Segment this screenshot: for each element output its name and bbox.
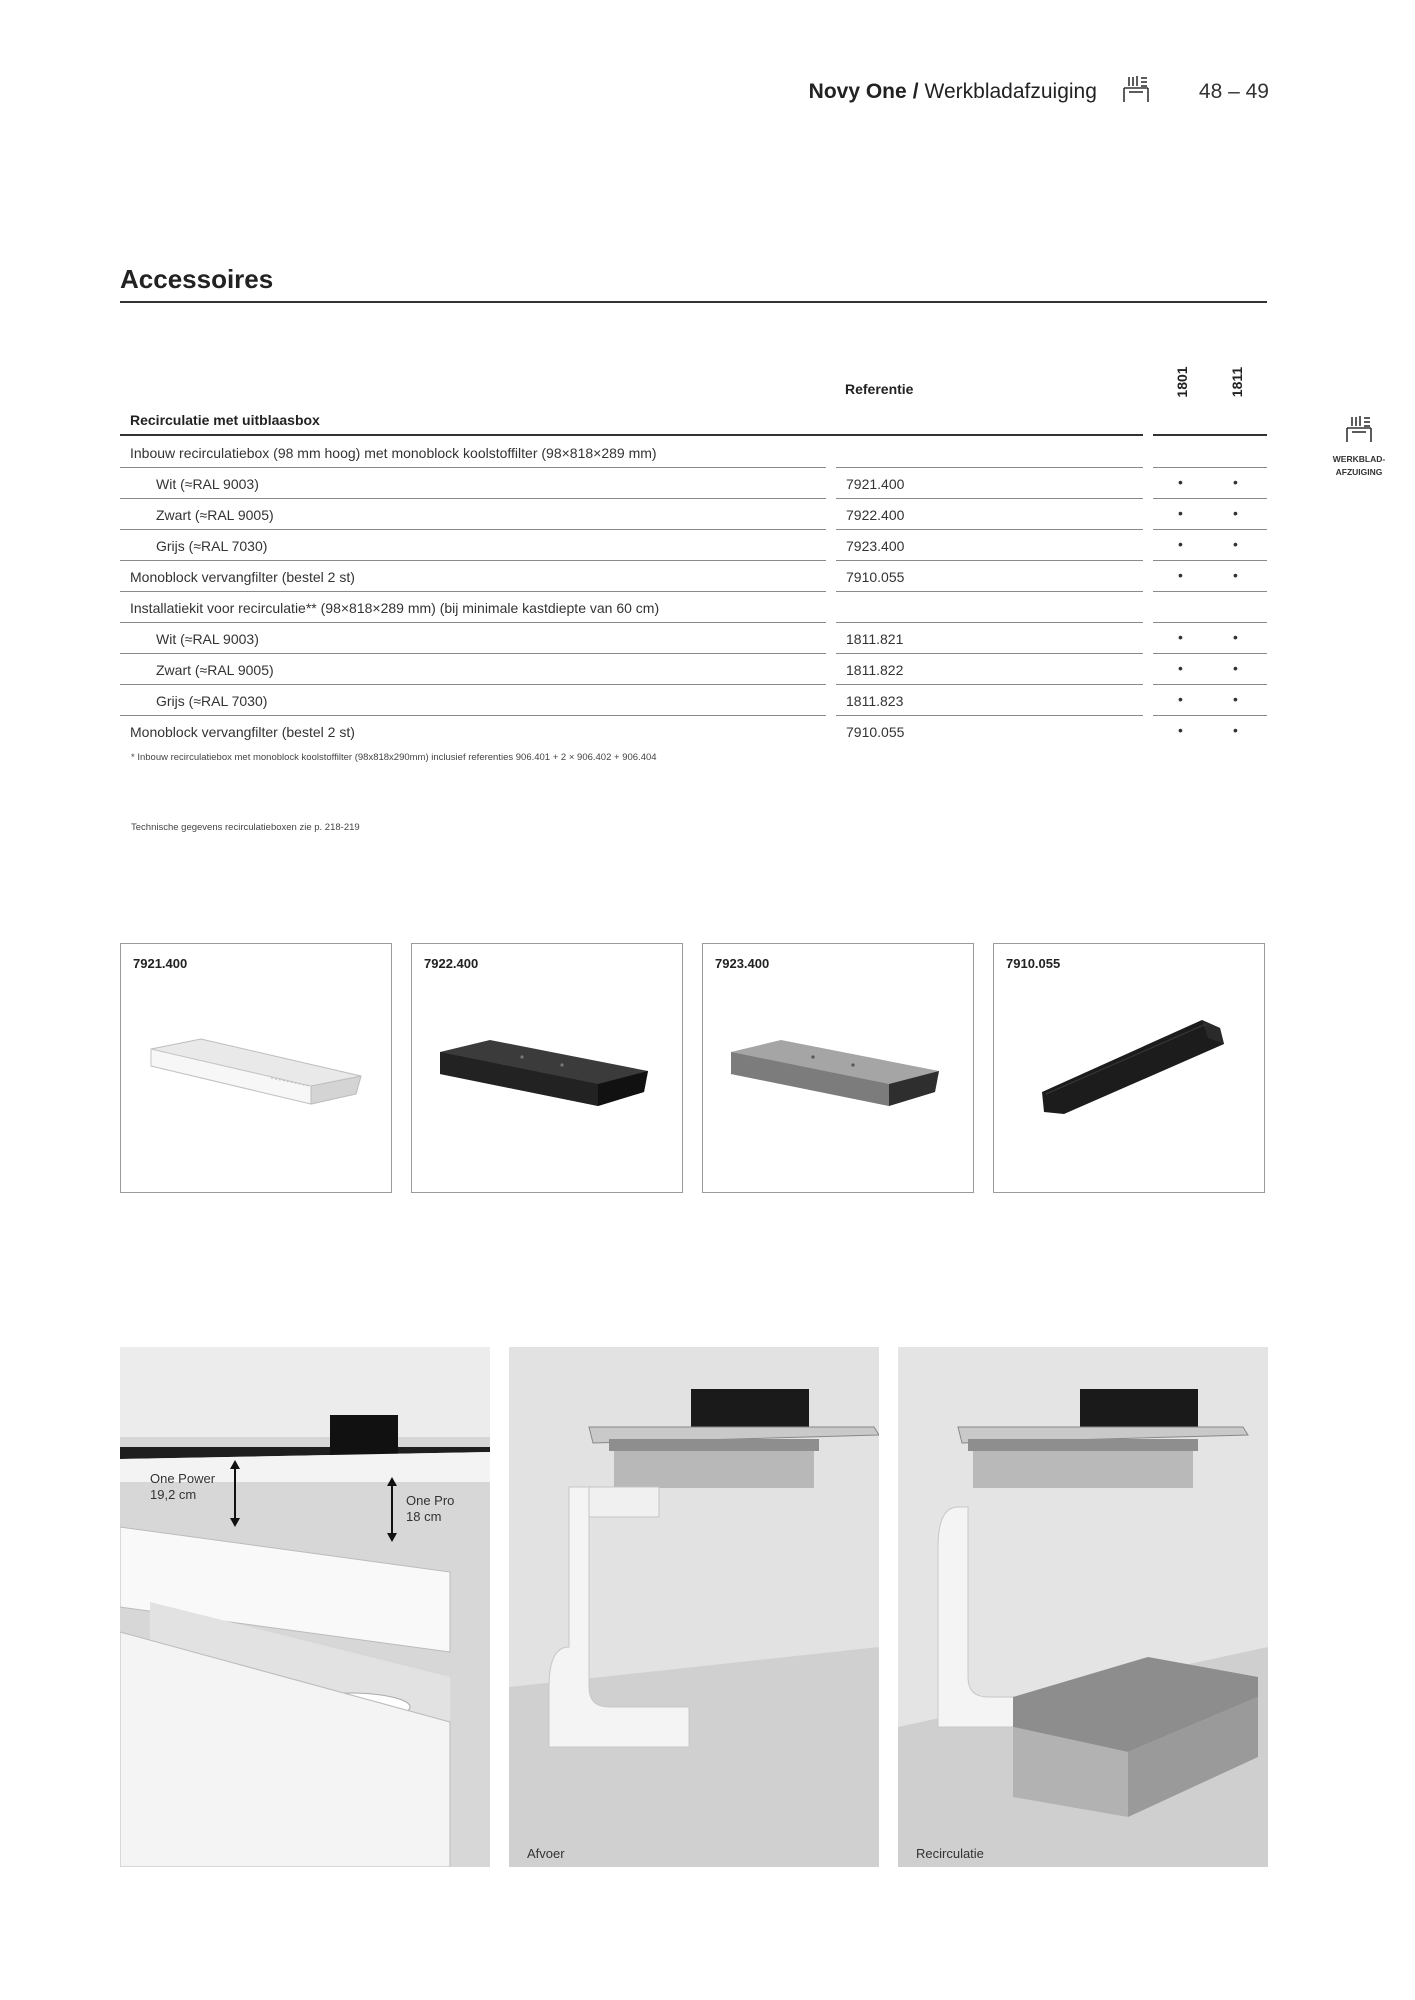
column-header-1801: 1801	[1174, 366, 1190, 398]
availability-1801: •	[1178, 691, 1183, 707]
header-separator: /	[912, 80, 919, 103]
hood-filter-icon	[1121, 74, 1151, 110]
product-code: 7923.400	[715, 956, 770, 971]
monoblock-filter-image	[994, 944, 1264, 1192]
availability-1811: •	[1233, 505, 1238, 521]
row-reference: 1811.822	[846, 662, 904, 678]
row-label: Monoblock vervangfilter (bestel 2 st)	[130, 724, 355, 740]
product-card-filter	[993, 943, 1265, 1193]
table-row	[120, 561, 1267, 592]
table-row	[120, 685, 1267, 716]
product-code: 7921.400	[133, 956, 188, 971]
hood-filter-icon	[1344, 414, 1374, 444]
table-row	[120, 654, 1267, 685]
product-card-grey-box	[702, 943, 974, 1193]
availability-1811: •	[1233, 722, 1238, 738]
technical-note: Technische gegevens recirculatieboxen zie p. 218-219	[131, 822, 360, 833]
availability-1811: •	[1233, 629, 1238, 645]
recirculation-box-grey-image	[703, 944, 973, 1192]
category-name: Werkbladafzuiging	[924, 80, 1097, 103]
table-row	[120, 716, 1267, 747]
row-reference: 7922.400	[846, 507, 905, 523]
page-header	[809, 74, 1269, 110]
product-card-black-box	[411, 943, 683, 1193]
row-reference: 1811.823	[846, 693, 904, 709]
accessories-table	[120, 357, 1267, 747]
section-title: Accessoires	[120, 264, 274, 294]
row-label: Zwart (≈RAL 9005)	[156, 662, 274, 678]
title-divider	[120, 301, 1267, 303]
availability-1801: •	[1178, 474, 1183, 490]
availability-1811: •	[1233, 474, 1238, 490]
row-reference: 7910.055	[846, 569, 905, 585]
row-label: Wit (≈RAL 9003)	[156, 476, 259, 492]
product-code: 7910.055	[1006, 956, 1061, 971]
photo-kitchen-drawers	[120, 1347, 490, 1867]
row-label: Installatiekit voor recirculatie** (98×818×289 mm) (bij minimale kastdiepte van 60 cm)	[130, 600, 660, 616]
table-row	[120, 530, 1267, 561]
row-reference: 7910.055	[846, 724, 905, 740]
header-rule-right	[1153, 434, 1267, 436]
photo-caption: Afvoer	[527, 1846, 565, 1861]
height-label-one-pro: One Pro 18 cm	[406, 1493, 455, 1524]
brand-name: Novy One	[808, 80, 907, 103]
availability-1811: •	[1233, 567, 1238, 583]
header-rule-left	[120, 434, 1143, 436]
availability-1811: •	[1233, 691, 1238, 707]
product-code: 7922.400	[424, 956, 479, 971]
row-reference: 7921.400	[846, 476, 905, 492]
availability-1811: •	[1233, 660, 1238, 676]
availability-1801: •	[1178, 629, 1183, 645]
row-reference: 1811.821	[846, 631, 904, 647]
footnote: * Inbouw recirculatiebox met monoblock koolstoffilter (98x818x290mm) inclusief referenties 906.401 + 2 × 906.402 + 906.404	[131, 752, 657, 763]
photo-extraction-afvoer	[509, 1347, 879, 1867]
side-tab-label-2: AFZUIGING	[1335, 467, 1383, 477]
side-category-tab	[1327, 414, 1391, 479]
column-header-1811: 1811	[1229, 366, 1245, 398]
availability-1801: •	[1178, 536, 1183, 552]
row-label: Grijs (≈RAL 7030)	[156, 538, 268, 554]
column-header-reference: Referentie	[845, 381, 914, 397]
table-row	[120, 623, 1267, 654]
table-row	[120, 437, 1267, 468]
photo-caption: Recirculatie	[916, 1846, 984, 1861]
row-label: Zwart (≈RAL 9005)	[156, 507, 274, 523]
row-label: Inbouw recirculatiebox (98 mm hoog) met monoblock koolstoffilter (98×818×289 mm)	[130, 445, 657, 461]
recirculation-box-white-image	[121, 944, 391, 1192]
availability-1801: •	[1178, 722, 1183, 738]
availability-1801: •	[1178, 505, 1183, 521]
group-label: Recirculatie met uitblaasbox	[130, 412, 320, 428]
availability-1801: •	[1178, 567, 1183, 583]
photo-recirculation	[898, 1347, 1268, 1867]
recirculation-box-black-image	[412, 944, 682, 1192]
table-row	[120, 592, 1267, 623]
availability-1811: •	[1233, 536, 1238, 552]
product-card-white-box	[120, 943, 392, 1193]
row-label: Wit (≈RAL 9003)	[156, 631, 259, 647]
availability-1801: •	[1178, 660, 1183, 676]
row-label: Monoblock vervangfilter (bestel 2 st)	[130, 569, 355, 585]
table-row	[120, 499, 1267, 530]
side-tab-label-1: WERKBLAD-	[1332, 454, 1386, 464]
row-label: Grijs (≈RAL 7030)	[156, 693, 268, 709]
row-reference: 7923.400	[846, 538, 905, 554]
height-label-one-power: One Power 19,2 cm	[150, 1471, 216, 1502]
table-row	[120, 468, 1267, 499]
page-numbers: 48 – 49	[1198, 80, 1269, 103]
